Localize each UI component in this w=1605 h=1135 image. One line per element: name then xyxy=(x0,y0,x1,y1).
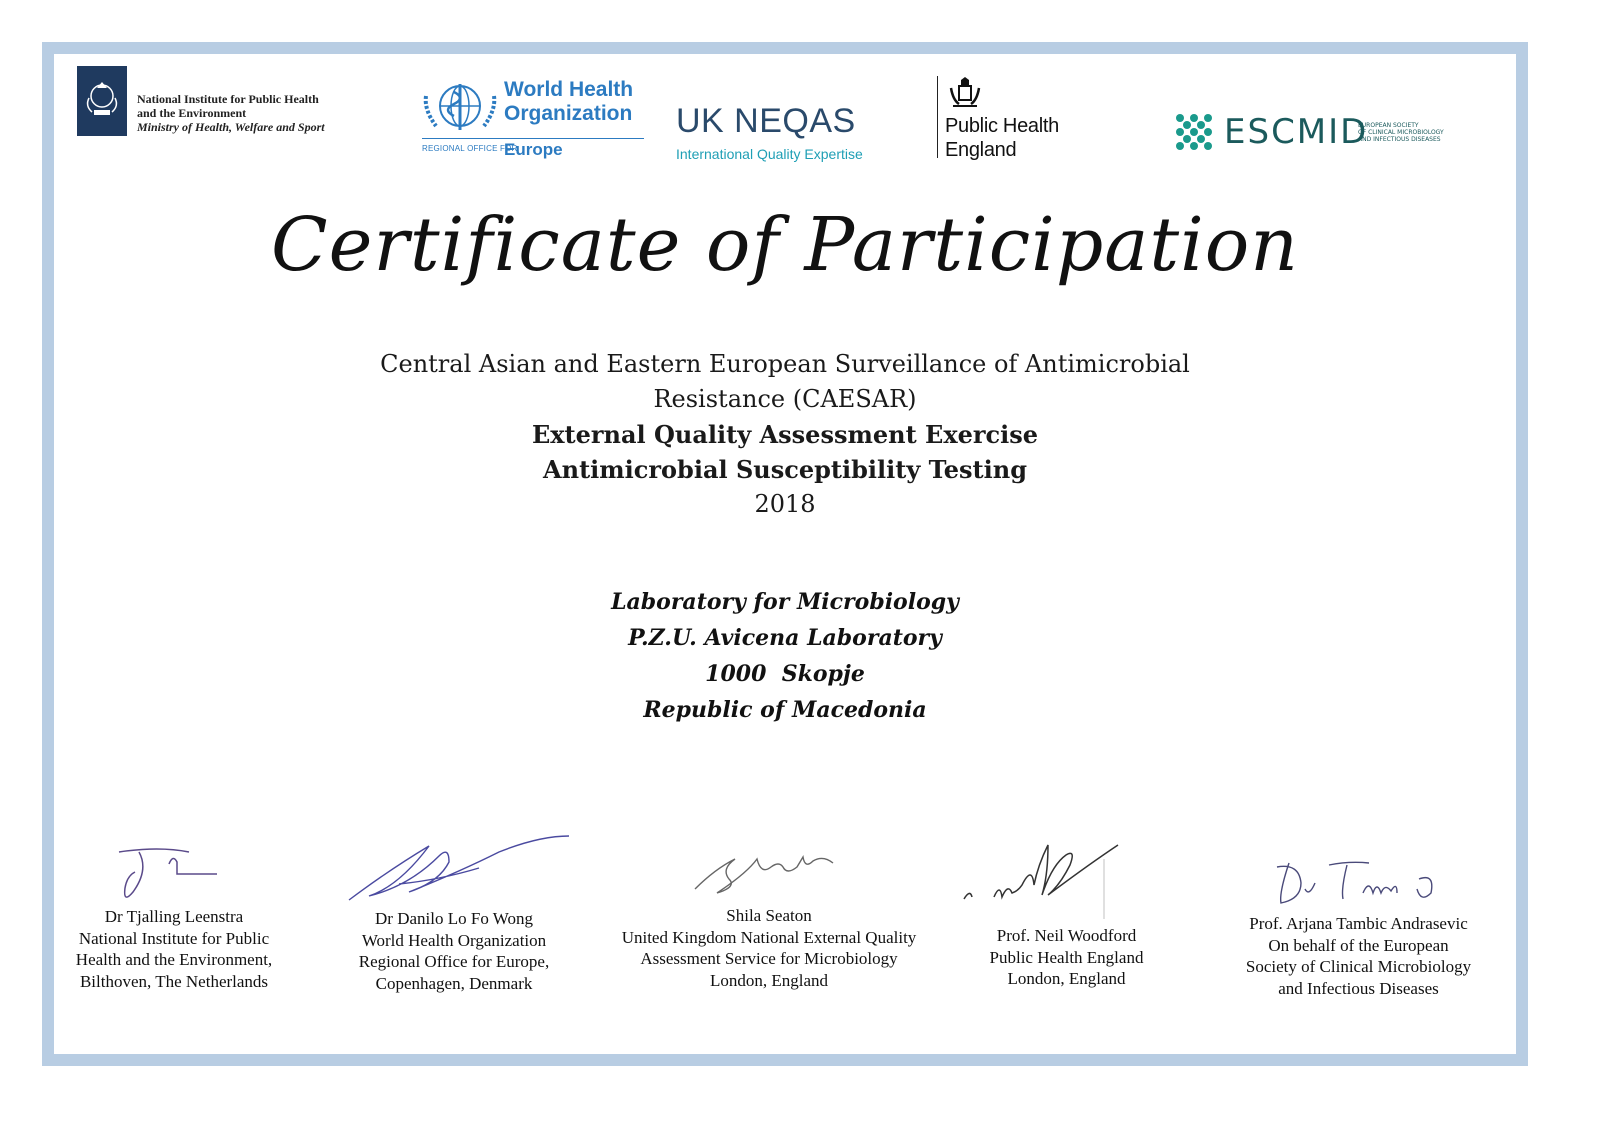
signatory-5-line3: Society of Clinical Microbiology xyxy=(1245,957,1472,976)
signature-woodford xyxy=(954,839,1179,925)
rivm-logo xyxy=(77,66,377,146)
escmid-sub1: EUROPEAN SOCIETY xyxy=(1358,122,1419,129)
rivm-name-line2: and the Environment xyxy=(137,106,247,120)
signatory-1-line4: Bilthoven, The Netherlands xyxy=(79,971,269,991)
who-emblem-icon xyxy=(422,78,498,134)
program-block xyxy=(54,347,1516,522)
subject-title: Antimicrobial Susceptibility Testing xyxy=(543,455,1027,484)
exercise-title: External Quality Assessment Exercise xyxy=(531,420,1039,449)
signature-leenstra xyxy=(99,834,249,906)
signatory-5-line2: On behalf of the European xyxy=(1268,935,1449,955)
who-name-line1: World Health xyxy=(504,78,634,101)
escmid-sub3: AND INFECTIOUS DISEASES xyxy=(1358,136,1441,143)
participant-line2: P.Z.U. Avicena Laboratory xyxy=(628,625,942,651)
signatory-1-line2: National Institute for Public xyxy=(78,928,270,948)
who-region: Europe xyxy=(504,140,563,159)
signatory-2-name: Dr Danilo Lo Fo Wong xyxy=(375,909,533,928)
signatory-2-line3: Regional Office for Europe, xyxy=(358,952,550,971)
certificate-title: Certificate of Participation xyxy=(271,202,1299,288)
signatory-4-line3: London, England xyxy=(1007,969,1126,988)
signature-lofowong xyxy=(339,824,569,908)
signatory-1-name: Dr Tjalling Leenstra xyxy=(104,907,244,926)
neqas-name: UK NEQAS xyxy=(676,102,856,140)
signatory-2-line4: Copenhagen, Denmark xyxy=(375,973,533,993)
program-line1: Central Asian and Eastern European Surveillance of Antimicrobial xyxy=(380,350,1190,378)
royal-crest-icon xyxy=(947,76,983,108)
certificate-border xyxy=(42,42,1528,1066)
who-regional-label: REGIONAL OFFICE FOR xyxy=(422,144,518,153)
signatory-4-line2: Public Health England xyxy=(989,947,1144,967)
signatory-3-name: Shila Seaton xyxy=(726,906,812,925)
signatory-4-name: Prof. Neil Woodford xyxy=(996,926,1137,945)
participant-line1: Laboratory for Microbiology xyxy=(611,589,959,615)
phe-name-line1: Public Health xyxy=(945,115,1059,137)
participant-block xyxy=(54,584,1516,728)
certificate-page xyxy=(54,54,1516,1054)
signatory-2-line2: World Health Organization xyxy=(361,930,547,950)
rivm-ministry: Ministry of Health, Welfare and Sport xyxy=(137,120,325,134)
participant-line4: Republic of Macedonia xyxy=(643,697,927,723)
signature-seaton xyxy=(679,829,859,905)
who-name-line2: Organization xyxy=(504,102,633,125)
signatory-1 xyxy=(54,834,294,992)
phe-rule xyxy=(937,76,938,158)
escmid-sub2: OF CLINICAL MICROBIOLOGY xyxy=(1358,129,1444,136)
who-divider xyxy=(422,138,644,139)
program-line2: Resistance (CAESAR) xyxy=(653,385,917,413)
neqas-tagline: International Quality Expertise xyxy=(676,146,863,162)
year: 2018 xyxy=(754,490,816,518)
signatory-2 xyxy=(339,824,569,994)
participant-line3: 1000 Skopje xyxy=(705,661,865,687)
dutch-coat-of-arms-icon xyxy=(77,66,127,136)
escmid-molecule-icon xyxy=(1172,110,1216,154)
signatory-1-line3: Health and the Environment, xyxy=(75,950,273,969)
signatory-4 xyxy=(954,839,1179,990)
signatory-3-line4: London, England xyxy=(709,970,829,990)
phe-name-line2: England xyxy=(945,139,1017,161)
rivm-name-line1: National Institute for Public Health xyxy=(137,92,319,106)
signatory-3 xyxy=(604,829,934,991)
signatory-3-line3: Assessment Service for Microbiology xyxy=(640,949,898,968)
signatory-3-line2: United Kingdom National External Quality xyxy=(621,927,917,947)
phe-logo xyxy=(937,76,1087,168)
uk-neqas-logo xyxy=(676,102,896,172)
signature-tambic xyxy=(1259,849,1459,913)
escmid-name: ESCMID xyxy=(1224,112,1369,152)
signatory-5-line4: and Infectious Diseases xyxy=(1278,978,1439,998)
signatory-5-name: Prof. Arjana Tambic Andrasevic xyxy=(1249,914,1468,933)
who-europe-logo xyxy=(422,76,652,166)
signatory-5 xyxy=(1226,849,1491,999)
escmid-logo xyxy=(1172,110,1482,160)
